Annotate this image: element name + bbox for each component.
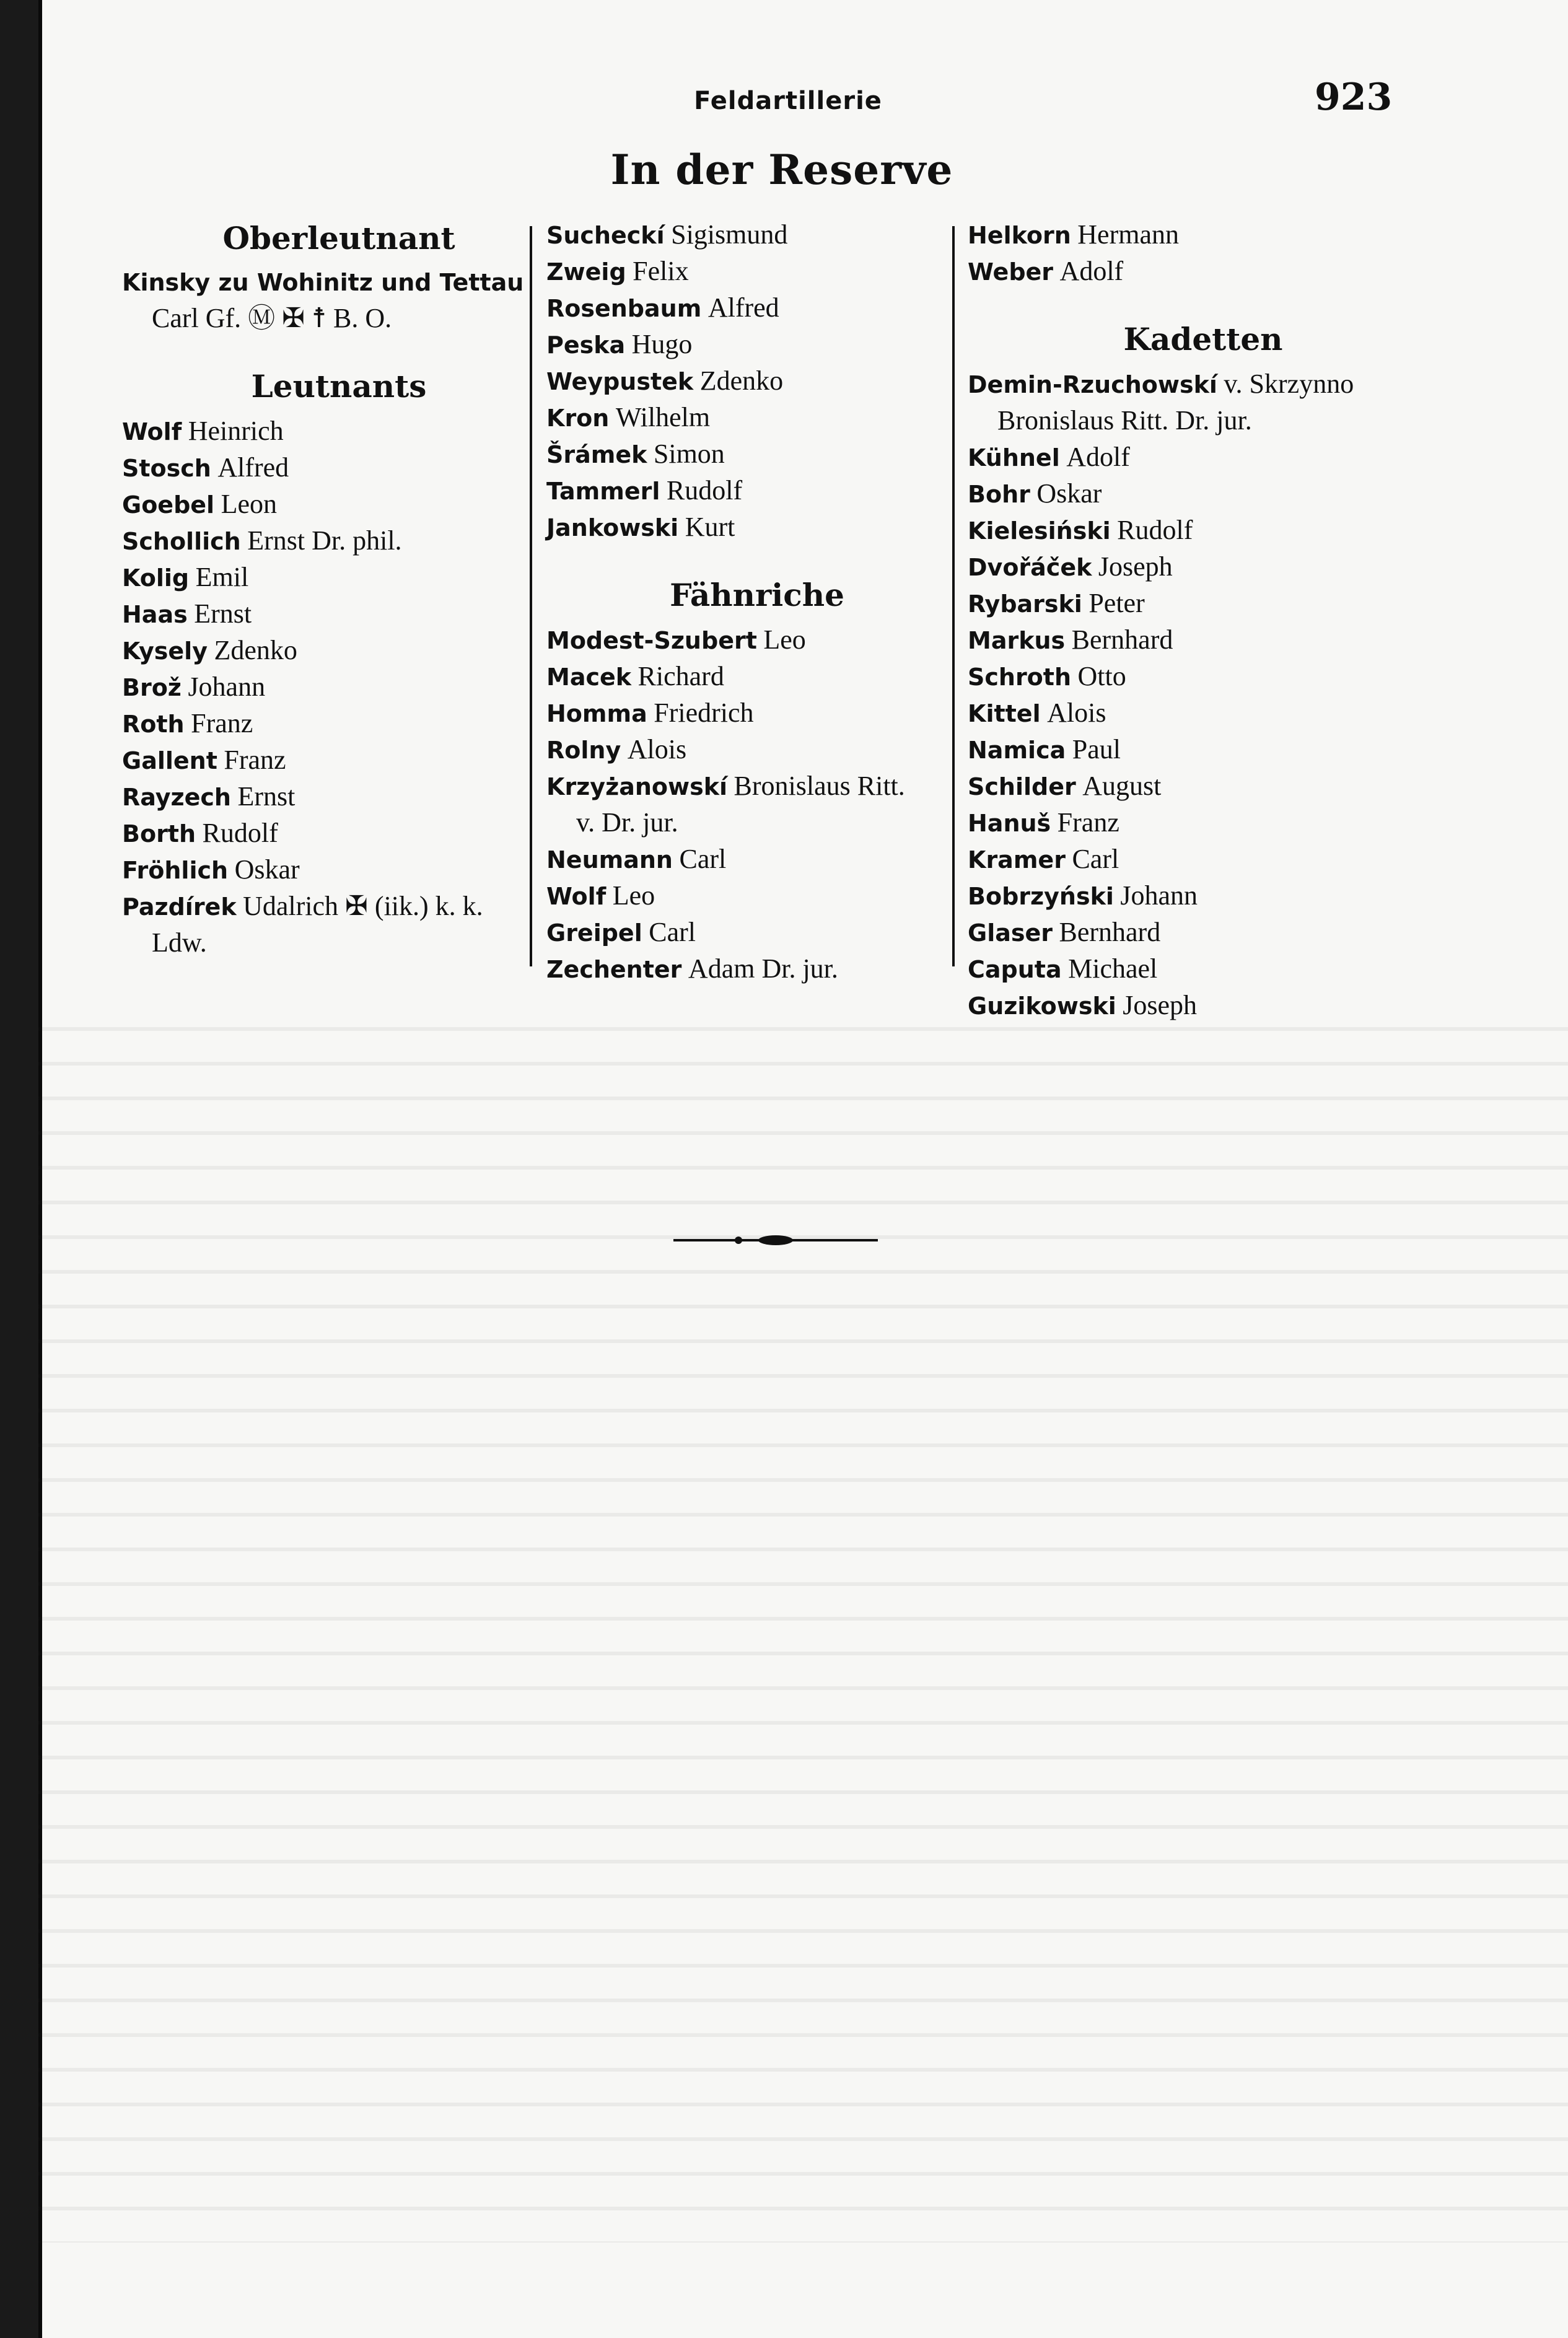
roster-entry: [122, 742, 556, 779]
bleed-through-text: [38, 1004, 1568, 2243]
roster-entry: [968, 987, 1439, 1024]
surname: Rybarski: [968, 590, 1082, 618]
given-name: Adolf: [1066, 442, 1130, 472]
roster-list: [122, 413, 556, 961]
roster-entry: [546, 400, 968, 436]
surname: Fröhlich: [122, 857, 229, 884]
roster-entry: [968, 585, 1439, 622]
given-name: Franz: [1057, 807, 1119, 838]
surname: Kolig: [122, 564, 190, 592]
surname: Neumann: [546, 846, 673, 873]
running-head: Feldartillerie: [694, 87, 882, 115]
given-name: Bernhard: [1059, 917, 1161, 947]
surname: Haas: [122, 601, 188, 628]
roster-entry: [122, 815, 556, 852]
given-name: Franz: [224, 745, 286, 775]
roster-entry-continuation: [968, 403, 1439, 439]
roster-entry: [968, 695, 1439, 732]
given-name: Ldw.: [152, 927, 207, 958]
given-name: Joseph: [1123, 990, 1198, 1020]
given-name: Alfred: [707, 292, 779, 323]
given-name: Rudolf: [1117, 515, 1193, 545]
surname: Schilder: [968, 773, 1076, 800]
given-name: Felix: [633, 256, 689, 286]
roster-list: [546, 622, 968, 987]
given-name: Carl Gf. Ⓜ ✠ ☨ B. O.: [152, 303, 392, 333]
surname: Gallent: [122, 747, 217, 774]
roster-entry: [122, 413, 556, 450]
surname: Borth: [122, 820, 196, 847]
roster-entry-continuation: [122, 925, 556, 961]
surname: Kittel: [968, 700, 1041, 727]
given-name: Zdenko: [214, 635, 297, 665]
roster-entry: [968, 512, 1439, 549]
roster-entry: [122, 596, 556, 633]
roster-entry: [546, 659, 968, 695]
surname: Weypustek: [546, 368, 694, 395]
given-name: Alois: [1047, 698, 1106, 728]
given-name: Rudolf: [666, 475, 743, 506]
surname: Goebel: [122, 491, 215, 519]
roster-entry: [968, 768, 1439, 805]
surname: Zechenter: [546, 956, 682, 983]
roster-list: [968, 217, 1439, 290]
roster-entry: [546, 768, 968, 805]
given-name: Oskar: [1036, 478, 1102, 509]
surname: Tammerl: [546, 478, 660, 505]
given-name: Ernst: [237, 781, 296, 812]
roster-entry: [122, 852, 556, 888]
roster-entry: [546, 473, 968, 509]
surname: Pazdírek: [122, 893, 237, 921]
section-divider-ornament: [673, 1234, 878, 1246]
roster-entry: [968, 253, 1439, 290]
surname: Peska: [546, 331, 626, 359]
given-name: August: [1082, 771, 1162, 801]
roster-entry: [968, 878, 1439, 914]
roster-entry: [122, 888, 556, 925]
given-name: Rudolf: [202, 818, 278, 848]
roster-entry: [546, 951, 968, 987]
roster-entry: [968, 549, 1439, 585]
roster-entry: [968, 659, 1439, 695]
given-name: Alfred: [217, 452, 289, 483]
roster-entry: [546, 878, 968, 914]
given-name: Franz: [191, 708, 253, 738]
roster-entry: [546, 509, 968, 546]
surname: Šrámek: [546, 441, 647, 468]
surname: Kinsky zu Wohinitz und Tettau: [122, 269, 524, 296]
given-name: Sigismund: [671, 219, 788, 250]
surname: Jankowski: [546, 514, 679, 541]
roster-entry: [546, 363, 968, 400]
section-heading: Oberleutnant: [222, 220, 455, 256]
roster-list: [968, 366, 1439, 1024]
given-name: Simon: [653, 439, 725, 469]
surname: Caputa: [968, 956, 1062, 983]
surname: Rosenbaum: [546, 295, 702, 322]
surname: Roth: [122, 711, 185, 738]
document-page: [38, 0, 1568, 2338]
surname: Rolny: [546, 737, 621, 764]
given-name: Alois: [627, 734, 687, 764]
roster-entry: [968, 951, 1439, 987]
roster-entry: [546, 914, 968, 951]
roster-entry: [122, 633, 556, 669]
given-name: Paul: [1072, 734, 1121, 764]
surname: Macek: [546, 663, 632, 691]
roster-entry-continuation: [122, 300, 556, 337]
surname: Kron: [546, 405, 610, 432]
surname: Markus: [968, 627, 1066, 654]
section-heading: Kadetten: [1123, 321, 1283, 357]
roster-entry: [546, 326, 968, 363]
given-name: Adolf: [1059, 256, 1124, 286]
roster-entry: [122, 450, 556, 486]
surname: Modest-Szubert: [546, 627, 757, 654]
surname: Glaser: [968, 919, 1053, 947]
surname: Zweig: [546, 258, 626, 286]
column-1: [122, 217, 556, 961]
page-title: In der Reserve: [610, 146, 953, 194]
roster-entry-continuation: [546, 805, 968, 841]
given-name: Carl: [679, 844, 727, 874]
roster-entry: [546, 436, 968, 473]
roster-entry: [546, 695, 968, 732]
page-edge-rule: [38, 0, 42, 2338]
section-heading: Fähnriche: [670, 577, 844, 613]
roster-entry: [546, 217, 968, 253]
surname: Hanuš: [968, 810, 1051, 837]
roster-entry: [122, 779, 556, 815]
surname: Bohr: [968, 481, 1030, 508]
roster-entry: [122, 669, 556, 706]
surname: Schroth: [968, 663, 1072, 691]
surname: Greipel: [546, 919, 642, 947]
given-name: Leon: [221, 489, 277, 519]
heading-gap: [546, 617, 968, 622]
given-name: Oskar: [234, 854, 300, 885]
given-name: Joseph: [1098, 551, 1173, 582]
roster-entry: [122, 265, 556, 300]
given-name: Peter: [1088, 588, 1145, 618]
given-name: Wilhelm: [615, 402, 711, 432]
roster-entry: [968, 439, 1439, 476]
heading-gap: [122, 260, 556, 265]
surname: Dvořáček: [968, 554, 1092, 581]
surname: Kramer: [968, 846, 1066, 873]
roster-entry: [122, 486, 556, 523]
roster-entry: [968, 622, 1439, 659]
surname: Rayzech: [122, 784, 231, 811]
roster-list: [122, 265, 556, 337]
heading-gap: [968, 361, 1439, 366]
given-name: Heinrich: [188, 416, 284, 446]
surname: Namica: [968, 737, 1066, 764]
column-3: [968, 217, 1439, 1024]
surname: Helkorn: [968, 222, 1071, 249]
given-name: Richard: [637, 661, 724, 691]
roster-entry: [968, 914, 1439, 951]
surname: Sucheckí: [546, 222, 665, 249]
surname: Bobrzyński: [968, 883, 1114, 910]
given-name: Michael: [1068, 953, 1158, 984]
roster-entry: [968, 841, 1439, 878]
given-name: Hugo: [631, 329, 693, 359]
roster-entry: [546, 290, 968, 326]
given-name: v. Skrzynno: [1224, 369, 1354, 399]
given-name: Leo: [763, 624, 806, 655]
given-name: Leo: [612, 880, 655, 911]
given-name: Bernhard: [1071, 624, 1173, 655]
roster-list: [546, 217, 968, 546]
surname: Wolf: [122, 418, 182, 445]
given-name: Zdenko: [699, 366, 784, 396]
surname: Homma: [546, 700, 647, 727]
section-gap: [968, 290, 1439, 318]
roster-entry: [122, 559, 556, 596]
roster-entry: [122, 523, 556, 559]
given-name: Udalrich ✠ (iik.) k. k.: [243, 891, 483, 921]
roster-entry: [546, 732, 968, 768]
roster-entry: [968, 476, 1439, 512]
surname: Kielesiński: [968, 517, 1111, 545]
surname: Kysely: [122, 637, 208, 665]
surname: Krzyżanowskí: [546, 773, 728, 800]
surname: Schollich: [122, 528, 241, 555]
roster-entry: [968, 217, 1439, 253]
section-gap: [546, 546, 968, 574]
roster-entry: [546, 253, 968, 290]
given-name: Ernst: [194, 598, 252, 629]
given-name: Johann: [188, 672, 266, 702]
roster-entry: [968, 805, 1439, 841]
given-name: Kurt: [685, 512, 735, 542]
section-gap: [122, 337, 556, 365]
surname: Guzikowski: [968, 992, 1116, 1020]
column-2: [546, 217, 968, 987]
given-name: v. Dr. jur.: [576, 807, 678, 838]
given-name: Adam Dr. jur.: [688, 953, 838, 984]
roster-entry: [968, 366, 1439, 403]
given-name: Ernst Dr. phil.: [247, 525, 402, 556]
page-number: 923: [1315, 76, 1393, 119]
section-heading: Leutnants: [251, 368, 427, 405]
given-name: Hermann: [1077, 219, 1179, 250]
heading-gap: [122, 408, 556, 413]
given-name: Bronislaus Ritt.: [734, 771, 905, 801]
surname: Stosch: [122, 455, 211, 482]
roster-entry: [122, 706, 556, 742]
surname: Wolf: [546, 883, 607, 910]
roster-entry: [546, 622, 968, 659]
given-name: Otto: [1077, 661, 1126, 691]
given-name: Carl: [1072, 844, 1119, 874]
given-name: Johann: [1120, 880, 1198, 911]
surname: Kühnel: [968, 444, 1060, 471]
surname: Brož: [122, 674, 182, 701]
given-name: Emil: [195, 562, 249, 592]
roster-entry: [546, 841, 968, 878]
surname: Weber: [968, 258, 1054, 286]
surname: Demin-Rzuchowskí: [968, 371, 1217, 398]
given-name: Carl: [649, 917, 696, 947]
given-name: Bronislaus Ritt. Dr. jur.: [997, 405, 1252, 436]
given-name: Friedrich: [654, 698, 754, 728]
roster-entry: [968, 732, 1439, 768]
